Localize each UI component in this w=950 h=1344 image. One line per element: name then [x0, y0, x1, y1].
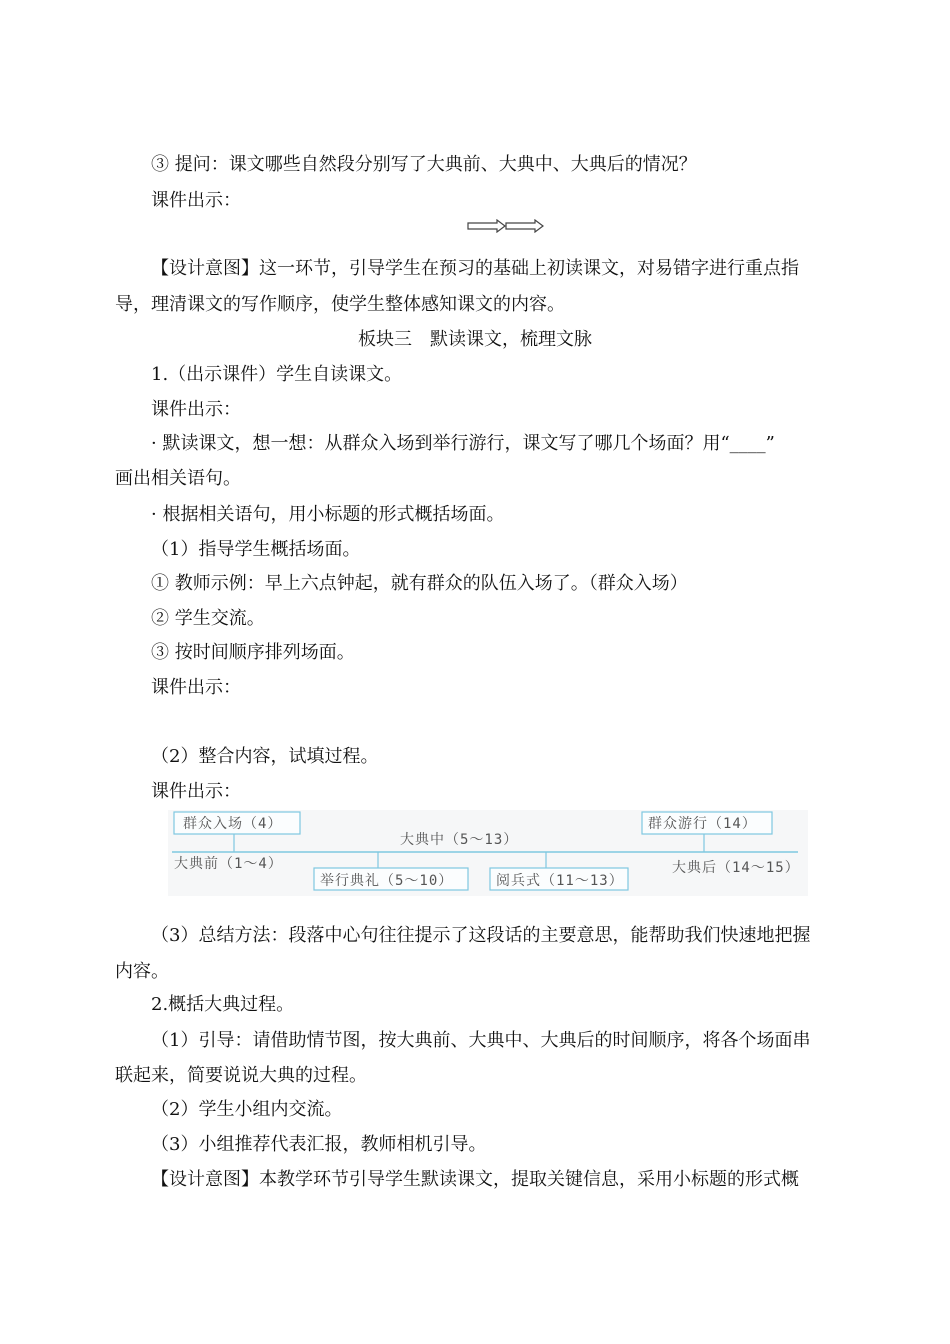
example-line: ① 教师示例：早上六点钟起，就有群众的队伍入场了。（群众入场） [151, 573, 688, 594]
section-heading: 板块三 默读课文，梳理文脉 [358, 329, 592, 350]
design-intent-line: 【设计意图】这一环节，引导学生在预习的基础上初读课文，对易错字进行重点指 [151, 258, 799, 279]
bullet-item-cont: 画出相关语句。 [115, 468, 241, 489]
method-summary: （3）总结方法：段落中心句往往提示了这段话的主要意思，能帮助我们快速地把握 [151, 925, 811, 946]
courseware-label: 课件出示： [151, 399, 241, 420]
timeline-label-during: 大典中（5～13） [400, 832, 519, 848]
method-summary-cont: 内容。 [115, 961, 169, 982]
timeline-label-ceremony: 举行典礼（5～10） [320, 873, 454, 889]
sub-step: （2）学生小组内交流。 [151, 1099, 343, 1120]
sub-step-cont: 联起来，简要说说大典的过程。 [115, 1065, 367, 1086]
timeline-label-crowd-entry: 群众入场（4） [183, 816, 283, 832]
design-intent-line-cont: 导，理清课文的写作顺序，使学生整体感知课文的内容。 [115, 294, 565, 315]
timeline-label-after: 大典后（14～15） [672, 860, 800, 876]
double-arrow-icon [467, 219, 545, 233]
design-intent-line: 【设计意图】本教学环节引导学生默读课文，提取关键信息，采用小标题的形式概 [151, 1169, 799, 1190]
bullet-item: · 根据相关语句，用小标题的形式概括场面。 [151, 504, 505, 525]
courseware-label: 课件出示： [151, 190, 241, 211]
sub-step: （1）引导：请借助情节图，按大典前、大典中、大典后的时间顺序，将各个场面串 [151, 1030, 811, 1051]
sub-step: （2）整合内容，试填过程。 [151, 746, 379, 767]
courseware-label: 课件出示： [151, 781, 241, 802]
list-item: ③ 按时间顺序排列场面。 [151, 642, 355, 663]
sub-step: （3）小组推荐代表汇报，教师相机引导。 [151, 1134, 487, 1155]
step-two: 2.概括大典过程。 [151, 994, 295, 1015]
timeline-label-crowd-parade: 群众游行（14） [648, 816, 757, 832]
timeline-label-military-parade: 阅兵式（11～13） [496, 873, 624, 889]
courseware-label: 课件出示： [151, 677, 241, 698]
list-item: ② 学生交流。 [151, 608, 265, 629]
question-line: ③ 提问：课文哪些自然段分别写了大典前、大典中、大典后的情况？ [151, 154, 697, 175]
timeline-label-before: 大典前（1～4） [174, 856, 283, 872]
bullet-item: · 默读课文，想一想：从群众入场到举行游行，课文写了哪几个场面？用“____” [151, 433, 775, 454]
step-one: 1.（出示课件）学生自读课文。 [151, 364, 403, 385]
plot-timeline-diagram [168, 810, 808, 896]
sub-step: （1）指导学生概括场面。 [151, 539, 361, 560]
